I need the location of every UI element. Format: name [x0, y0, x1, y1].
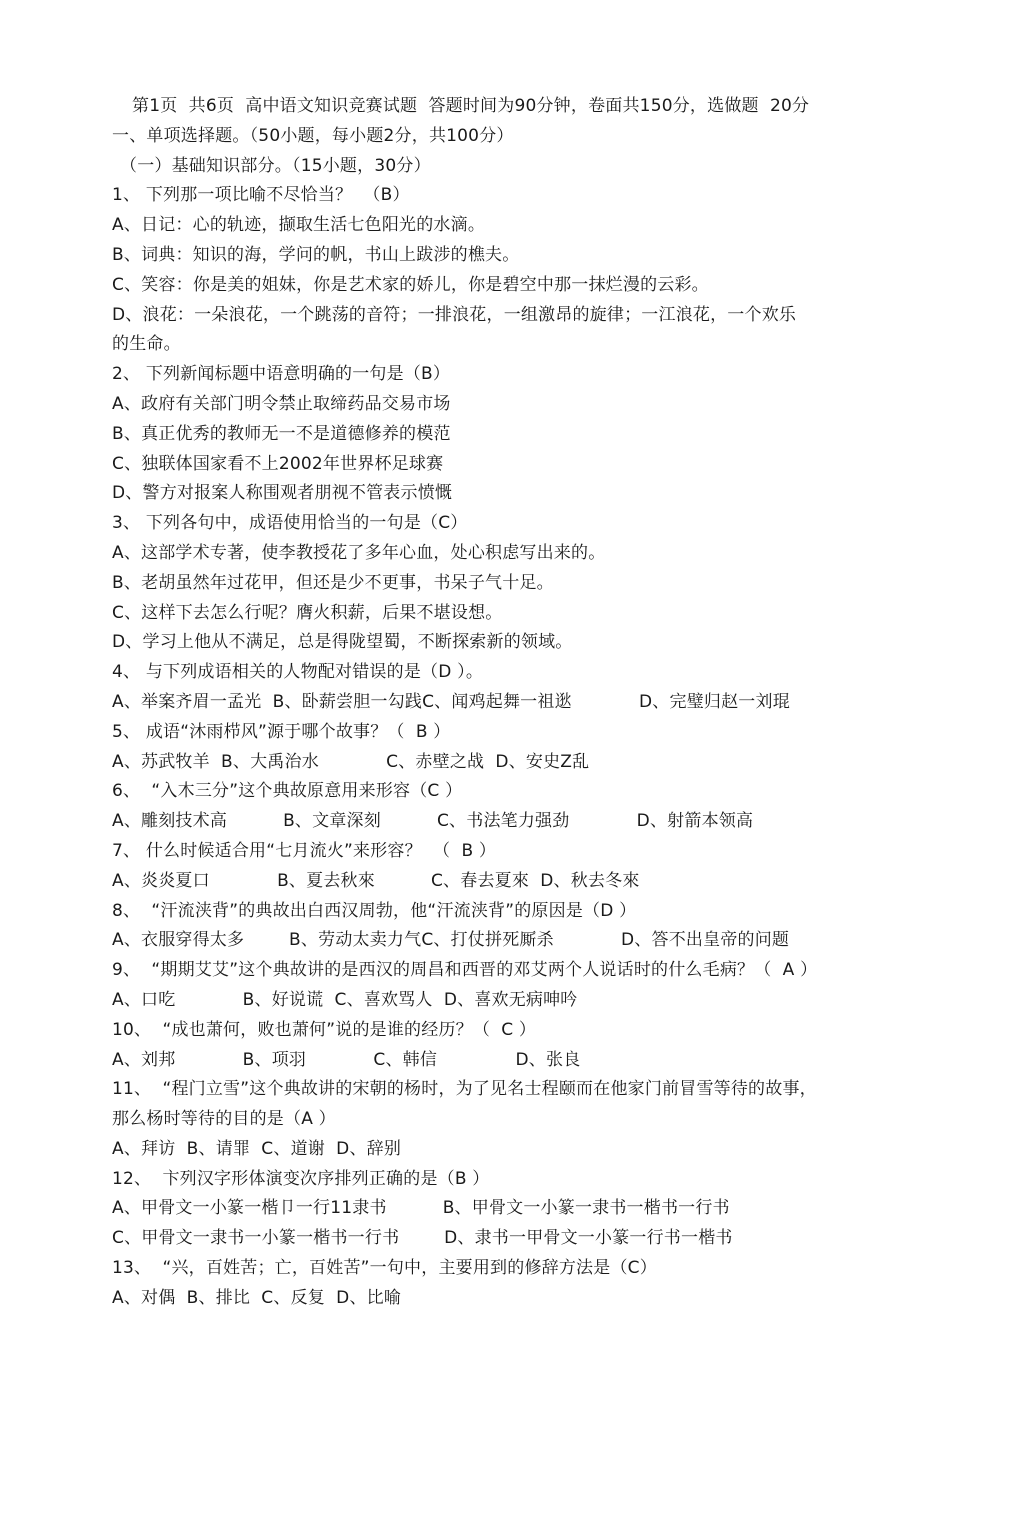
text-line: B、词典：知识的海，学问的帆，书山上跋涉的樵夫。	[112, 244, 520, 265]
exam-text	[112, 92, 912, 1314]
page-header: 第1页 共6页 高中语文知识竞赛试题 答题时间为90分钟，卷面共150分，选做题 20分	[132, 96, 810, 116]
text-line: A、日记：心的轨迹，撷取生活七色阳光的水滴。	[112, 215, 486, 236]
text-line: 1、 下列那一项比喻不尽恰当？ （B）	[112, 185, 410, 206]
text-line: 的生命。	[112, 334, 181, 355]
text-line: 7、 什么时候适合用“七月流火”来形容？ （ B ）	[112, 840, 497, 861]
text-line: 那么杨时等待的目的是（A ）	[112, 1109, 336, 1130]
text-line: 12、 卞列汉字形体演变次序排列正确的是（B ）	[112, 1168, 490, 1189]
text-line: 10、 “成也萧何，败也萧何”说的是谁的经历？（ C ）	[112, 1019, 537, 1040]
text-line: C、甲骨文一隶书一小篆一楷书一行书 D、隶书一甲骨文一小篆一行书一楷书	[112, 1228, 733, 1249]
text-line: D、警方对报案人称围观者朋视不管表示愤慨	[112, 483, 453, 504]
text-line: 2、 下列新闻标题中语意明确的一句是（B）	[112, 364, 451, 385]
text-line: A、刘邦 B、项羽 C、韩信 D、张良	[112, 1049, 581, 1070]
text-line: A、衣服穿得太多 B、劳动太卖力气C、打仗拼死厮杀 D、答不出皇帝的问题	[112, 930, 790, 951]
text-line: C、独联体国家看不上2002年世界杯足球赛	[112, 453, 444, 474]
text-line: C、这样下去怎么行呢？膺火积薪，后果不堪设想。	[112, 602, 503, 623]
text-line: B、老胡虽然年过花甲，但还是少不更事，书呆子气十足。	[112, 572, 554, 593]
text-line: A、苏武牧羊 B、大禹治水 C、赤壁之战 D、安史Z乱	[112, 751, 590, 772]
text-line: A、炎炎夏口 B、夏去秋來 C、春去夏來 D、秋去冬來	[112, 870, 640, 891]
text-line: A、政府有关部门明令禁止取缔药品交易市场	[112, 393, 451, 414]
text-line: A、举案齐眉一孟光 B、卧薪尝胆一勾践C、闻鸡起舞一祖逖 D、完璧归赵一刘琨	[112, 691, 790, 712]
text-line: A、雕刻技术高 B、文章深刻 C、书法笔力强劲 D、射箭本领高	[112, 811, 754, 832]
text-line: 11、 “程门立雪”这个典故讲的宋朝的杨时，为了见名士程颐而在他家门前冒雪等待的故事，	[112, 1079, 817, 1100]
section-title: 一、单项选择题。（50小题，每小题2分，共100分）	[112, 125, 514, 146]
text-line: 4、 与下列成语相关的人物配对错误的是（D ）。	[112, 662, 484, 683]
text-line: D、浪花：一朵浪花，一个跳荡的音符；一排浪花，一组激昂的旋律；一江浪花，一个欢乐	[112, 304, 797, 325]
text-line: A、拜访 B、请罪 C、道谢 D、辞别	[112, 1138, 402, 1159]
text-line: A、甲骨文一小篆一楷卩一行11隶书 B、甲骨文一小篆一隶书一楷书一行书	[112, 1198, 730, 1219]
text-line: A、这部学术专著，使李教授花了多年心血，处心积虑写出来的。	[112, 542, 606, 563]
question-lines	[112, 181, 912, 1313]
text-line: A、对偶 B、排比 C、反复 D、比喻	[112, 1287, 402, 1308]
text-line: 13、 “兴，百姓苦；亡，百姓苦”一句中，主要用到的修辞方法是（C）	[112, 1258, 657, 1279]
text-line: 6、 “入木三分”这个典故原意用来形容（C ）	[112, 781, 463, 802]
text-line: 9、 “期期艾艾”这个典故讲的是西汉的周昌和西晋的邓艾两个人说话时的什么毛病？（ A ）	[112, 960, 818, 981]
text-line: B、真正优秀的教师无一不是道德修养的模范	[112, 423, 451, 444]
text-line: A、口吃 B、好说谎 C、喜欢骂人 D、喜欢无病呻吟	[112, 989, 578, 1010]
text-line: D、学习上他从不满足，总是得陇望蜀，不断探索新的领域。	[112, 632, 573, 653]
text-line: 5、 成语“沐雨栉风”源于哪个故事？（ B ）	[112, 721, 451, 742]
subsection-title: （一）基础知识部分。（15小题，30分）	[120, 155, 431, 176]
text-line: 3、 下列各句中，成语使用恰当的一句是（C）	[112, 513, 468, 534]
text-line: 8、 “汗流浃背”的典故出白西汉周勃，他“汗流浃背”的原因是（D ）	[112, 900, 637, 921]
text-line: C、笑容：你是美的姐妹，你是艺术家的娇儿，你是碧空中那一抹烂漫的云彩。	[112, 274, 709, 295]
